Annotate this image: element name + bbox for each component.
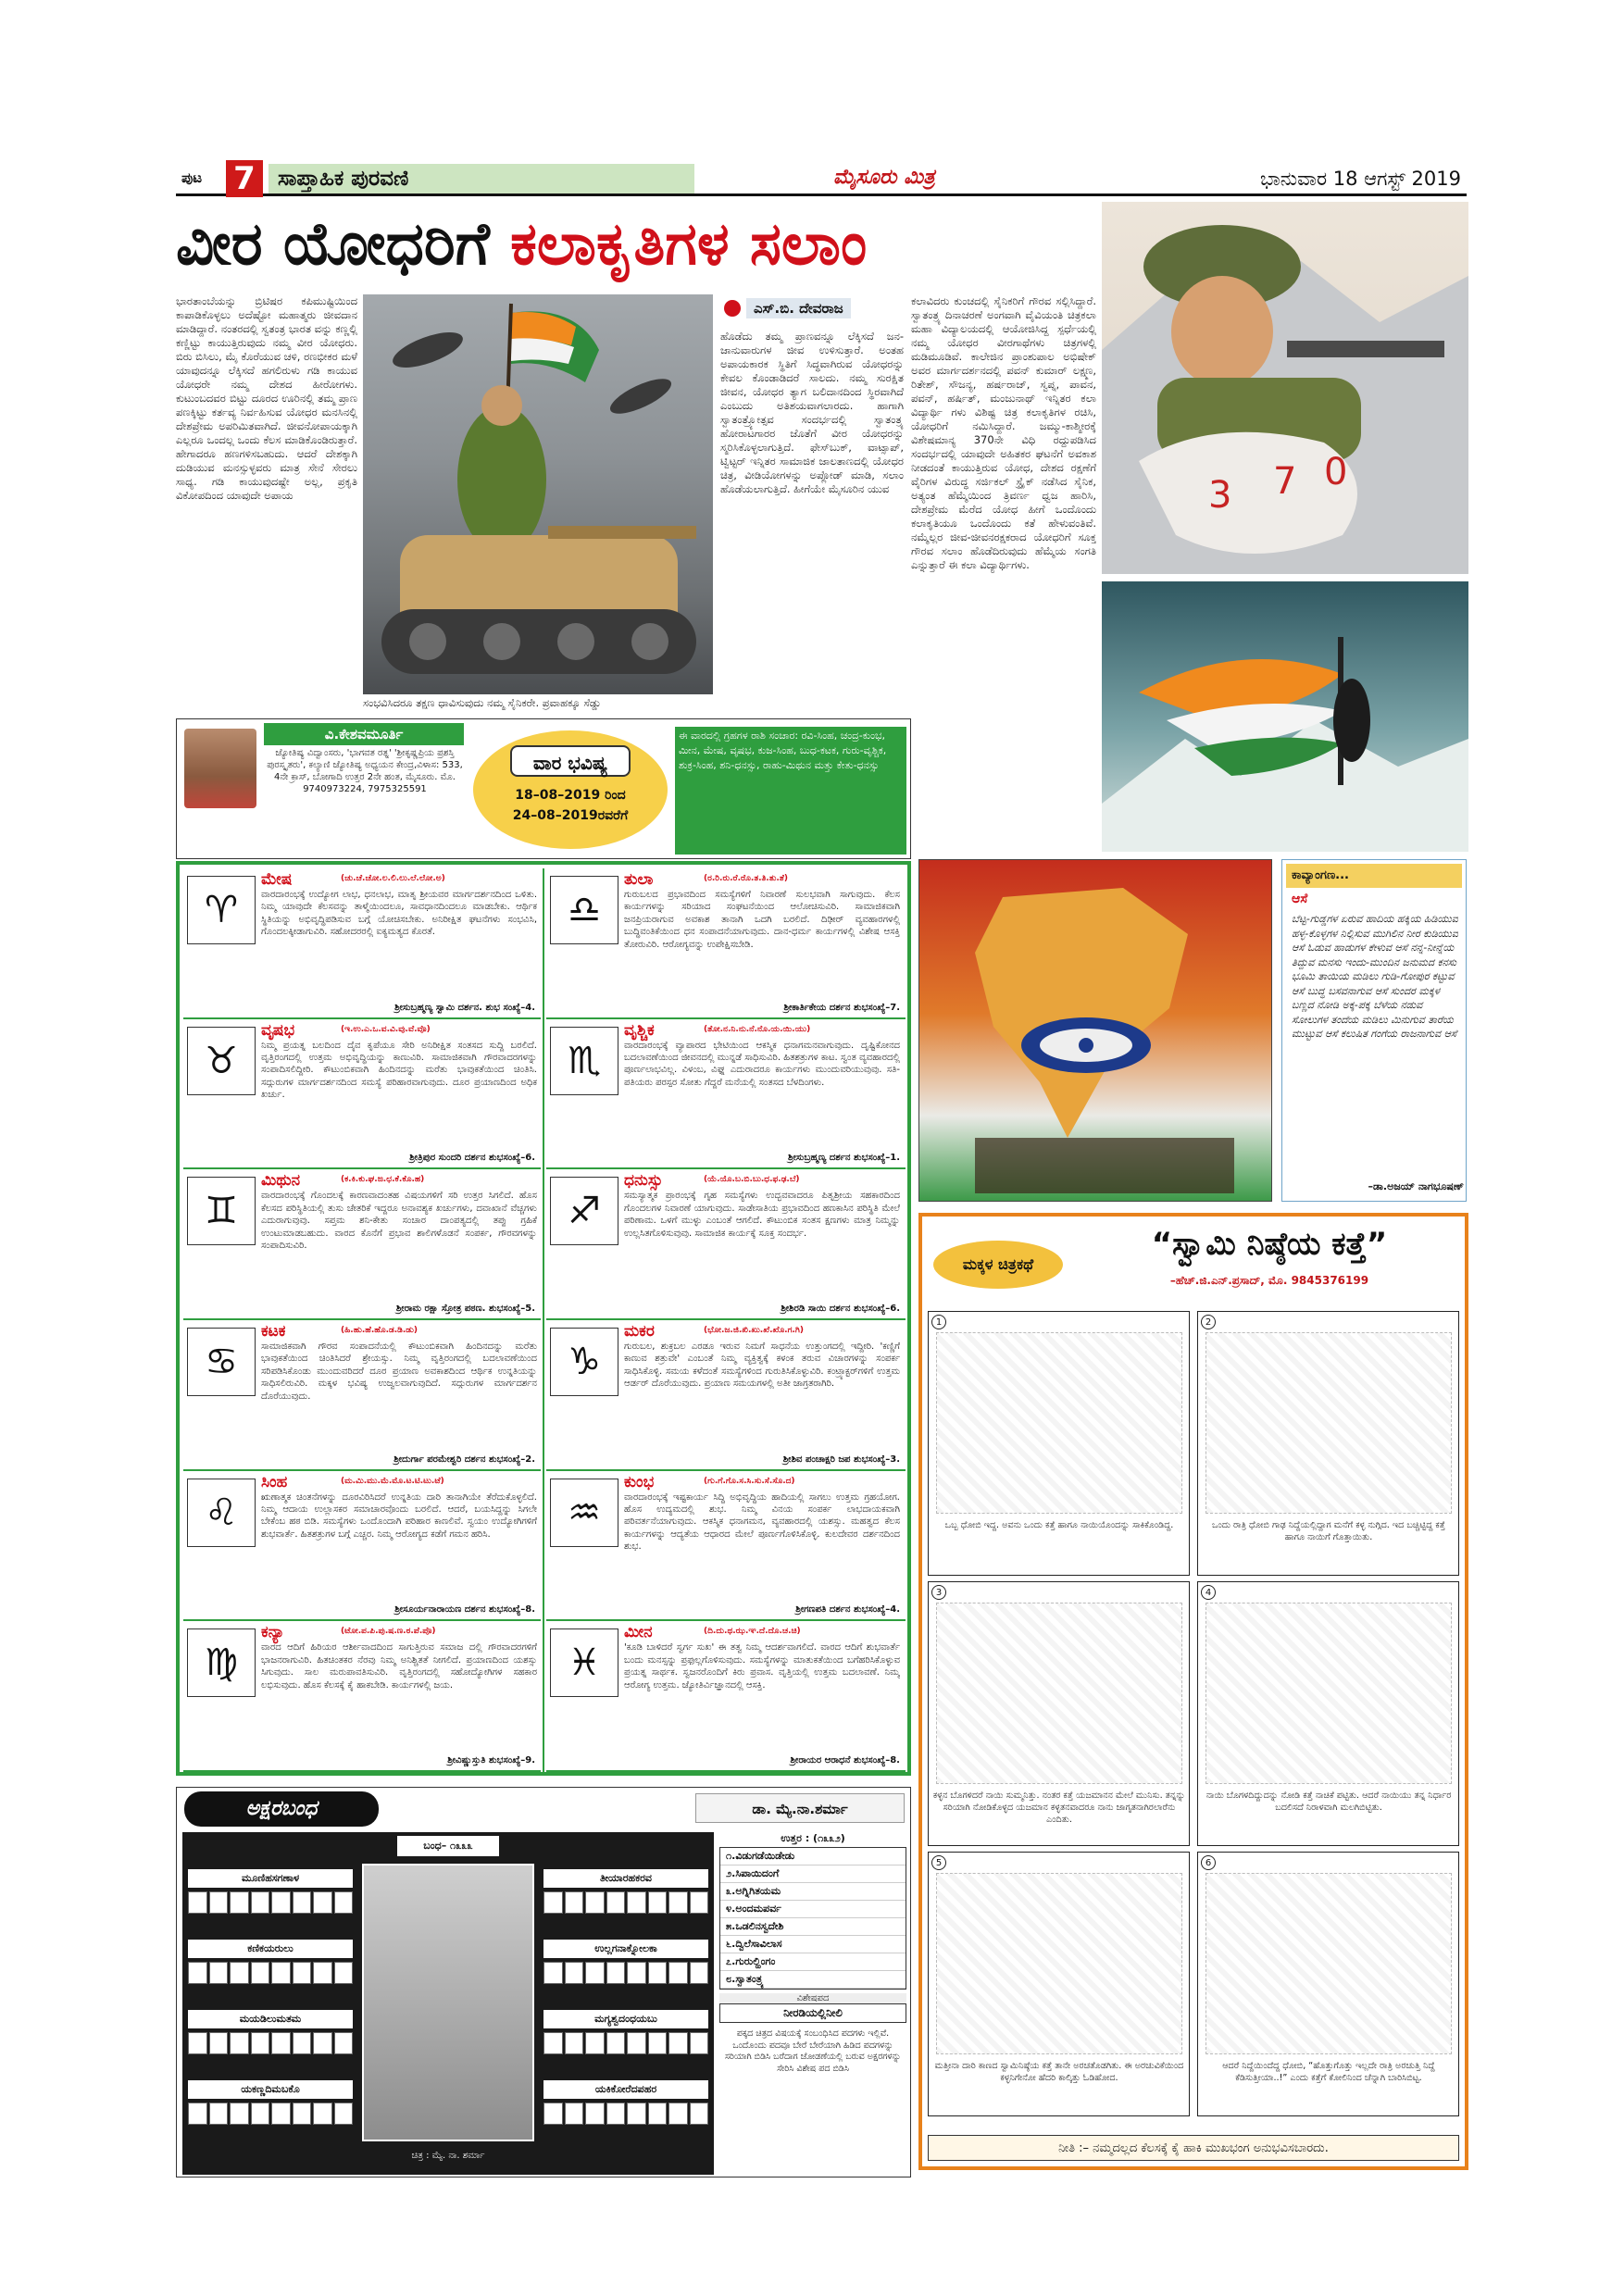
answer-cell[interactable]: [188, 1962, 207, 1984]
comic-panel: [1197, 1581, 1459, 1846]
poem-author: –ಡಾ.ಅಜಯ್ ನಾಗಭೂಷಣ್: [1368, 1180, 1464, 1192]
answer-cell[interactable]: [313, 2103, 332, 2125]
sign-letters: (ಕ.ಕಿ.ಕು.ಘ.ಙ.ಛ.ಕೆ.ಕೊ.ಹ): [341, 1175, 425, 1185]
answer-cell[interactable]: [209, 1962, 229, 1984]
puzzle-word-row: [188, 1940, 353, 1991]
answer-cell[interactable]: [209, 2032, 229, 2054]
soldier-painting: [1102, 202, 1468, 574]
answer-cell[interactable]: [648, 1891, 668, 1914]
answer-cell[interactable]: [251, 1962, 270, 1984]
comic-panel: [1197, 1852, 1459, 2116]
answers-title: ಉತ್ತರ : (೧೩೩೨): [781, 1832, 845, 1844]
special-answer: ನೀರಡಿಯಲ್ಲಿನೀಲಿ: [719, 2003, 906, 2023]
zodiac-sign-icon: ♐: [550, 1177, 618, 1245]
zodiac-sign-icon: ♑: [550, 1328, 618, 1396]
comic-panel: [928, 1311, 1190, 1576]
svg-text:7: 7: [1273, 460, 1297, 503]
puzzle-grid-panel: [182, 1832, 714, 2175]
puzzle-answers: [719, 1832, 906, 2173]
zodiac-sign-icon: ♎: [550, 876, 618, 944]
section-name: ಸಾಪ್ತಾಹಿಕ ಪುರವಣಿ: [269, 164, 694, 193]
sign-remedy: ಶ್ರೀರಾಯರ ಆರಾಧನೆ ಶುಭಸಂಖ್ಯೆ–8.: [790, 1754, 900, 1766]
comic-panel-number: 2: [1201, 1315, 1216, 1329]
answer-cell[interactable]: [668, 1962, 688, 1984]
planet-positions: ಈ ವಾರದಲ್ಲಿ ಗ್ರಹಗಳ ರಾಶಿ ಸಂಚಾರ: ರವಿ-ಸಿಂಹ, ಚಂದ್ರ-ಕುಂಭ, ಮೀನ, ಮೇಷ, ವೃಷಭ, ಕುಜ-ಸಿಂಹ, ಬುಧ-ಕಟಕ, ಗುರು-ವೃಶ್ಚಿಕ, ಶುಕ್ರ-ಸಿಂಹ, ಶನಿ-ಧನಸ್ಸು, ರಾಹು-ಮಿಥುನ ಮತ್ತು ಕೇತು-ಧನಸ್ಸು: [675, 727, 906, 855]
answer-cell[interactable]: [230, 2103, 249, 2125]
zodiac-sign-icon: ♊: [187, 1177, 256, 1245]
comic-panel-caption: ಮತ್ತೀನಾ ದಾರಿ ಕಾಣದ ಸ್ವಾಮಿನಿಷ್ಠೆಯ ಕತ್ತೆ ತಾನೇ ಅರಚತೊಡಗಿತು. ಈ ಅರಚುವಿಕೆಯಿಂದ ಕಳ್ಳನಿಗೇನೋ ಹೆದರಿ ಕಾಲ್ಕಿತ್ತು ಓಡಿಹೋದ.: [934, 2061, 1184, 2083]
answer-cell[interactable]: [690, 1891, 709, 1914]
answer-cell[interactable]: [668, 2103, 688, 2125]
comic-panel-drawing: [1206, 1603, 1452, 1784]
answer-cell[interactable]: [271, 1891, 291, 1914]
lead-headline: [176, 202, 1102, 287]
answer-cell[interactable]: [293, 1891, 312, 1914]
sign-letters: (ತೋ.ನ.ನಿ.ನು.ನೆ.ನೊ.ಯ.ಯಿ.ಯು): [704, 1024, 811, 1034]
answer-cell[interactable]: [690, 2103, 709, 2125]
answer-cell[interactable]: [334, 1891, 354, 1914]
answer-item: ೪.ಅಂದಮಪರ್ವ: [720, 1901, 906, 1918]
horoscope-period-from: 18–08–2019 ರಿಂದ: [515, 788, 626, 803]
comic-panel-caption: ಆದರೆ ನಿದ್ದೆಯಿಂದೆದ್ದ ಧೋಬಿ, “ಹೊತ್ತುಗೊತ್ತು ಇಲ್ಲದೇ ರಾತ್ರಿ ಅರಚುತ್ತಿ ನಿದ್ದೆ ಕೆಡಿಸುತ್ತೀಯಾ..!” ಎಂದು ಕತ್ತೆಗೆ ಕೋಲಿನಿಂದ ಚೆನ್ನಾಗಿ ಬಾರಿಸಿಬಿಟ್ಟ.: [1222, 2061, 1435, 2083]
answer-boxes[interactable]: [188, 2032, 353, 2054]
comic-panel-drawing: [1206, 1873, 1452, 2054]
lead-column-1: ಭಾರತಾಂಬೆಯನ್ನು ಬ್ರಿಟಿಷರ ಕಪಿಮುಷ್ಟಿಯಿಂದ ಕಾಪಾಡಿಕೊಳ್ಳಲು ಅದೆಷ್ಟೋ ಮಹಾತ್ಮರು ಜೀವದಾನ ಮಾಡಿದ್ದಾರೆ. ನಂತರದಲ್ಲಿ ಸ್ವತಂತ್ರ ಭಾರತ ವನ್ನು ಕಣ್ಣಲ್ಲಿ ಕಣ್ಣಿಟ್ಟು ಕಾಯುತ್ತಿರುವುದು ನಮ್ಮ ವೀರ ಯೋಧರು. ಬಿರು ಬಿಸಿಲು, ಮೈ ಕೊರೆಯುವ ಚಳಿ, ರಣಭೀಕರ ಮಳೆ ಯಾವುದನ್ನೂ ಲೆಕ್ಕಿಸದೆ ಹಗಲಿರುಳು ಗಡಿ ಕಾಯುವ ಯೋಧರೇ ನಮ್ಮ ದೇಶದ ಹೀರೋಗಳು. ಕುಟುಂಬದವರ ಬಿಟ್ಟು ದೂರದ ಊರಿನಲ್ಲಿ ತಮ್ಮ ಪ್ರಾಣ ಪಣಕ್ಕಿಟ್ಟು ಕರ್ತವ್ಯ ನಿರ್ವಹಿಸುವ ಯೋಧರ ಮನಸಿನಲ್ಲಿ ದೇಶಪ್ರೇಮ ಅಪರಿಮಿತವಾಗಿದೆ. ಜೀವನೋಪಾಯಕ್ಕಾಗಿ ಎಲ್ಲರೂ ಒಂದಲ್ಲ ಒಂದು ಕೆಲಸ ಮಾಡಿಕೊಂಡಿರುತ್ತಾರೆ. ಹೇಗಾದರೂ ಹಣಗಳಿಸಬಹುದು. ಆದರೆ ದೇಶಕ್ಕಾಗಿ ದುಡಿಯುವ ಮನಸ್ಸುಳ್ಳವರು ಮಾತ್ರ ಸೇನೆ ಸೇರಲು ಸಾಧ್ಯ. ಗಡಿ ಕಾಯುವುದಷ್ಟೇ ಅಲ್ಲ, ಪ್ರಕೃತಿ ವಿಕೋಪದಿಂದ ಯಾವುದೇ ಅಪಾಯ: [176, 294, 357, 502]
answer-cell[interactable]: [313, 1891, 332, 1914]
puzzle-instructions: ಪಕ್ಕದ ಚಿತ್ರದ ವಿಷಯಕ್ಕೆ ಸಂಬಂಧಿಸಿದ ಪದಗಳು ಇಲ್ಲಿವೆ. ಒಂದೊಂದು ಪದವೂ ಬೇರೆ ಬೇರೆಯಾಗಿ ಹಿಡಿದ ಪದಗಳನ್ನು ಸರಿಯಾಗಿ ಬಿಡಿಸಿ ಬರೆದಾಗ ಜೋಡಣೆಯಲ್ಲಿ ಬರುವ ಅಕ್ಷರಗಳನ್ನು ಸೇರಿಸಿ ವಿಶೇಷ ಪದ ಬಿಡಿಸಿ: [724, 2028, 902, 2074]
sign-prediction: ಗುರುಬಲದ ಪ್ರಭಾವದಿಂದ ಸಮಸ್ಯೆಗಳಿಗೆ ನಿವಾರಣೆ ಸುಲಭವಾಗಿ ಸಾಗುವುದು. ಕೆಲಸ ಕಾರ್ಯಗಳನ್ನು ಸರಿಯಾದ ಸಂಘಟನೆಯಿಂದ ಆಲೋಚಿಸುವಿರಿ. ಸಾಮಾಜಿಕವಾಗಿ ಜನಪ್ರಿಯರಾಗುವ ಅವಕಾಶ ತಾನಾಗಿ ಒದಗಿ ಬರಲಿದೆ. ದಿಢೀರ್ ವ್ಯವಹಾರಗಳಲ್ಲಿ ಬುದ್ಧಿವಂತಿಕೆಯಿಂದ ಧನ ಸಂಪಾದನೆಯಾಗುವುದು. ದಾನ-ಧರ್ಮ ಕಾರ್ಯಗಳಲ್ಲಿ ವಿಶೇಷ ಆಸಕ್ತಿ ತೋರುವಿರಿ. ಆರೋಗ್ಯವನ್ನು ಉಪೇಕ್ಷಿಸಬೇಡಿ.: [624, 890, 900, 950]
answer-item: ೮.ಸ್ವಾತಂತ್ರ್ಯ: [720, 1971, 906, 1989]
sign-name: ಕಟಕ: [261, 1322, 286, 1341]
astrologer-name: ವಿ.ಕೇಶವಮೂರ್ತಿ: [264, 723, 464, 745]
header-strip: [176, 160, 1467, 197]
puzzle-word-row: [543, 1869, 708, 1921]
answer-cell[interactable]: [313, 2032, 332, 2054]
sign-prediction: ವಾರದ ಆದಿಗೆ ಹಿರಿಯರ ಆರ್ಶೀವಾದದಿಂದ ಸಾಗುತ್ತಿರುವ ಸಮಾಜ ದಲ್ಲಿ ಗೌರವಾದರಗಳಿಗೆ ಭಾಜನರಾಗುವಿರಿ. ಹಿತಚಿಂತಕರ ನೆರವು ನಿಮ್ಮ ಅನಿಶ್ಚಿತತೆ ನೀಗಲಿದೆ. ಪ್ರಯಾಣದಿಂದ ಯಶಸ್ಸು ಸಿಗುವುದು. ಸಾಲ ಮರುಪಾವತಿಸುವಿರಿ. ವೃತ್ತಿರಂಗದಲ್ಲಿ ಸಹೋದ್ಯೋಗಿಗಳ ಸಹಕಾರ ಲಭಿಸುವುದು. ಹೊಸ ಕೆಲಸಕ್ಕೆ ಕೈ ಹಾಕಬೇಡಿ. ಕಾರ್ಯಗಳಲ್ಲಿ ಜಯ.: [261, 1642, 537, 1691]
horoscope-header: [176, 718, 911, 859]
sign-remedy: ಶ್ರೀವಿಷ್ಣುಸ್ತುತಿ ಶುಭಸಂಖ್ಯೆ–9.: [447, 1754, 535, 1766]
answer-cell[interactable]: [230, 1962, 249, 1984]
puzzle-word-row: [543, 1940, 708, 1991]
answer-cell[interactable]: [627, 2103, 646, 2125]
answer-cell[interactable]: [543, 2103, 563, 2125]
sign-remedy: ಶ್ರೀಸೂರ್ಯನಾರಾಯಣ ದರ್ಶನ ಶುಭಸಂಖ್ಯೆ–8.: [394, 1604, 535, 1616]
horoscope-title: ವಾರ ಭವಿಷ್ಯ: [510, 745, 631, 777]
poem-section-label: ಕಾವ್ಯಾಂಗಣ...: [1286, 864, 1462, 888]
poem-body: ಬೆಟ್ಟ-ಗುಡ್ಡಗಳ ಏರುವ ಹಾದಿಯ ಹಕ್ಕಿಯ ಹಿಡಿಯುವ ಹಳ್ಳ-ಕೊಳ್ಳಗಳ ನಿಲ್ಲಿಸುವ ಮುಗಿಲಿನ ನೀರ ಕುಡಿಯುವ ಆಸೆ ಓಡುವ ಹಾಡುಗಳ ಕೇಳುವ ಆಸೆ ನನ್ನ-ನೀನ್ನೆಯ ತಿದ್ದುವ ಮನಸು ಇಂದು-ಮುಂದಿನ ಜನುಮದ ಕನಸು ಭೂಮಿ ತಾಯಿಯ ಮಡಿಲು ಗುಡಿ-ಗೋಪುರ ಕಟ್ಟುವ ಆಸೆ ಬುದ್ಧ ಬಸವನಾಗುವ ಆಸೆ ಸುಂದರ ಮಕ್ಕಳ ಬಣ್ಣದ ನೋಡಿ ಅಕ್ಕ-ಪಕ್ಕ ಬೆಳೆಯ ನಡುವ ಸೋಲುಗಳ ತಂದೆಯ ಮಡಿಲು ಮಿನುಗುವ ತಾರೆಯ ಮುಟ್ಟುವ ಆಸೆ ಕಲುಷಿತ ಗಂಗೆಯ ರಾಜನಾಗುವ ಆಸೆ: [1292, 913, 1458, 1040]
puzzle-word: ಯಕಿಕೋರೆದಪಹರ: [543, 2080, 708, 2099]
horoscope-body: [176, 861, 911, 1776]
sign-letters: (ದಿ.ದು.ಥ.ಝ.ಞ.ದೆ.ದೊ.ಚ.ಚಿ): [704, 1627, 801, 1637]
comic-box: [918, 1213, 1468, 2170]
sign-block: [183, 868, 541, 1019]
answer-cell[interactable]: [648, 2103, 668, 2125]
answer-cell[interactable]: [251, 2103, 270, 2125]
comic-panel-drawing: [1206, 1332, 1452, 1514]
answer-cell[interactable]: [543, 1962, 563, 1984]
answer-cell[interactable]: [627, 1891, 646, 1914]
answer-cell[interactable]: [293, 2103, 312, 2125]
page-label: ಪುಟ: [181, 169, 203, 186]
answer-cell[interactable]: [543, 2032, 563, 2054]
answer-cell[interactable]: [606, 1962, 626, 1984]
sign-letters: (ಗು.ಗೆ.ಗೊ.ಸ.ಸಿ.ಸು.ಸೆ.ಸೊ.ದ): [704, 1476, 795, 1486]
comic-panel-number: 3: [931, 1585, 946, 1600]
headline-part-1: ವೀರ ಯೋಧರಿಗೆ: [176, 210, 490, 279]
answer-cell[interactable]: [188, 2103, 207, 2125]
sign-letters: (ಚು.ಚೆ.ಚೋ.ಲ.ಲಿ.ಲು.ಲೆ.ಲೋ.ಅ): [341, 874, 445, 883]
byline-name: ಎಸ್.ಬಿ. ದೇವರಾಜ: [746, 298, 851, 318]
comic-panel: [928, 1852, 1190, 2116]
sign-letters: (ಹಿ.ಹು.ಹೆ.ಹೊ.ಡ.ಡಿ.ಡು): [341, 1326, 418, 1335]
answer-cell[interactable]: [313, 1962, 332, 1984]
sign-letters: (ರ.ರಿ.ರು.ರೆ.ರೊ.ತ.ತಿ.ತು.ತೆ): [704, 874, 789, 883]
answer-cell[interactable]: [648, 2032, 668, 2054]
puzzle-word: ಮಗ್ಯಶ್ವದಂಧಯಬು: [543, 2010, 708, 2028]
pen-icon: [724, 300, 741, 317]
answer-cell[interactable]: [585, 2032, 605, 2054]
sign-prediction: ವಾರದಾರಂಭಕ್ಕೆ ಗೊಂದಲಕ್ಕೆ ಕಾರಣವಾದಂತಹ ವಿಷಯಗಳಿಗೆ ಸರಿ ಉತ್ತರ ಸಿಗಲಿದೆ. ಹೊಸ ಕೆಲಸದ ಪರಿಸ್ಥಿತಿಯಲ್ಲಿ ತುಸು ಚೇತರಿಕೆ ಇದ್ದರೂ ಅನಾವಶ್ಯಕ ಖರ್ಚುಗಳು, ದವಾಖಾನೆ ವೆಚ್ಚಗಳು ಎದುರಾಗುವುವು. ಸಪ್ತಮ ಶನಿ-ಕೇತು ಸಂಚಾರ ದಾಂಪತ್ಯದಲ್ಲಿ ತಪ್ಪು ಗ್ರಹಿಕೆ ಉಂಟುಮಾಡಬಹುದು. ವಾರದ ಕೊನೆಗೆ ಪ್ರಭಾವ ಶಾಲಿಗಳೊಡನೆ ಸಂಪರ್ಕ, ಗೌರವಗಳನ್ನು ಸಂಪಾದಿಸುವಿರಿ.: [261, 1191, 537, 1251]
sign-letters: (ಯೆ.ಯೊ.ಬ.ಬಿ.ಬು.ಧ.ಫ.ಢ.ಬೆ): [704, 1175, 800, 1185]
sign-block: [183, 1621, 541, 1772]
tank-painting: [363, 294, 713, 694]
horoscope-period-to: 24–08–2019ರವರೆಗೆ: [512, 808, 629, 823]
svg-text:3: 3: [1208, 474, 1232, 517]
answer-cell[interactable]: [606, 2032, 626, 2054]
astrologer-photo: [184, 729, 256, 808]
zodiac-sign-icon: ♍: [187, 1628, 256, 1697]
sign-block: [183, 1471, 541, 1622]
sign-block: [546, 1320, 906, 1471]
comic-tag: ಮಕ್ಕಳ ಚಿತ್ರಕಥೆ: [933, 1241, 1063, 1289]
comic-panel-number: 1: [931, 1315, 946, 1329]
answer-cell[interactable]: [606, 1891, 626, 1914]
poem-box: [1281, 859, 1467, 1202]
map-painting: [918, 859, 1272, 1202]
puzzle-word: ಮಯಡಿಲುಮತಮ: [188, 2010, 353, 2028]
puzzle-word-row: [188, 2010, 353, 2062]
answer-item: ೫.ಒಡಲಿನಸ್ವದೇಶಿ: [720, 1918, 906, 1936]
answer-cell[interactable]: [334, 2032, 354, 2054]
sign-letters: (ಟೋ.ಪ.ಪಿ.ಪು.ಷ.ಣ.ಠ.ಪೆ.ಪೊ): [341, 1627, 436, 1637]
comic-author: –ಹೆಚ್.ಜಿ.ಎನ್.ಪ್ರಸಾದ್, ಮೊ. 9845376199: [1169, 1274, 1369, 1287]
sign-block: [546, 1019, 906, 1170]
answer-cell[interactable]: [230, 2032, 249, 2054]
puzzle-author: ಡಾ. ಮ್ಯೆ.ನಾ.ಶರ್ಮಾ: [695, 1793, 905, 1823]
comic-panel-number: 5: [931, 1855, 946, 1870]
answer-cell[interactable]: [251, 2032, 270, 2054]
answer-cell[interactable]: [565, 2032, 584, 2054]
flag-mountain-art: [1102, 581, 1468, 852]
answer-cell[interactable]: [648, 1962, 668, 1984]
answer-boxes[interactable]: [543, 1962, 708, 1984]
sign-remedy: ಶ್ರೀಶಿರಡಿ ಸಾಯಿ ದರ್ಶನ ಶುಭಸಂಖ್ಯೆ–6.: [781, 1303, 900, 1314]
comic-panel: [1197, 1311, 1459, 1576]
answer-cell[interactable]: [188, 2032, 207, 2054]
zodiac-sign-icon: ♈: [187, 876, 256, 944]
map-painting-art: [919, 860, 1272, 1202]
zodiac-sign-icon: ♒: [550, 1479, 618, 1547]
comic-panel-drawing: [936, 1332, 1182, 1514]
sign-name: ಮೀನ: [624, 1623, 653, 1642]
sign-prediction: ಗುರುಬಲ, ಶುಕ್ರಬಲ ಎರಡೂ ಇರುವ ನಿಮಗೆ ಸಾಧನೆಯ ಉತ್ತುಂಗದಲ್ಲಿ ಇದ್ದೀರಿ. 'ಕಣ್ಣಿಗೆ ಕಾಣುವ ಶತ್ರುವೇ' ಎಂಬಂತೆ ನಿಮ್ಮ ವ್ಯಕ್ತಿತ್ವಕ್ಕೆ ಕಳಂಕ ತರುವ ವಿಚಾರಗಳನ್ನು ಸಂಪರ್ಕ ಸಾಧಿಸಿಕೊಳ್ಳಿ. ಸಮಯ ಕಳೆದಂತೆ ಸಮಸ್ಯೆಗಳಿಂದ ಗುರುತಿಸಿಕೊಳ್ಳುವಿರಿ. ಕಂಟ್ರ್ಯಾಕ್ಟರ್‌ಗಳಿಗೆ ಉತ್ತಮ ಆರ್ಡರ್ ದೊರೆಯುವುದು. ಪ್ರಯಾಣ ಸಮಯಗಳಲ್ಲಿ ಅತೀ ಜಾಗ್ರತರಾಗಿರಿ.: [624, 1341, 900, 1390]
answer-cell[interactable]: [293, 1962, 312, 1984]
answer-cell[interactable]: [585, 2103, 605, 2125]
sign-remedy: ಶ್ರೀಸುಬ್ರಹ್ಮಣ್ಯ ದರ್ಶನ ಶುಭಸಂಖ್ಯೆ–1.: [788, 1153, 900, 1164]
sign-remedy: ಶ್ರೀಸುಬ್ರಹ್ಮಣ್ಯ ಸ್ವಾಮಿ ದರ್ಶನ. ಶುಭ ಸಂಖ್ಯೆ–4.: [394, 1002, 535, 1013]
puzzle-word-row: [188, 1869, 353, 1921]
comic-grid: [928, 1311, 1459, 2126]
answer-boxes[interactable]: [543, 2032, 708, 2054]
lead-column-4: ಕಲಾವಿದರು ಕುಂಚದಲ್ಲಿ ಸೈನಿಕರಿಗೆ ಗೌರವ ಸಲ್ಲಿಸಿದ್ದಾರೆ. ಸ್ವಾತಂತ್ರ್ಯ ದಿನಾಚರಣೆ ಅಂಗವಾಗಿ ವೈವಿಯಂತಿ ಚಿತ್ರಕಲಾ ಮಹಾ ವಿದ್ಯಾಲಯದಲ್ಲಿ ಆಯೋಜಿಸಿದ್ದ ಸ್ಪರ್ಧೆಯಲ್ಲಿ ನಮ್ಮ ಯೋಧರ ವೀರಗಾಥೆಗಳು ಚಿತ್ರಗಳಲ್ಲಿ ಮಡಿಮೂಡಿವೆ. ಕಾಲೇಜಿನ ಪ್ರಾಂಶುಪಾಲ ಅಭಿಷೇಕ್ ಅವರ ಮಾರ್ಗದರ್ಶನದಲ್ಲಿ ಪವನ್ ಕುಮಾರ್ ಲಕ್ಷ್ಮಣ, ರಿತೇಶ್, ಸೌಜನ್ಯ, ಹರ್ಷರಾಜ್, ಸ್ವಪ್ನ, ಪಾವನ, ಪವನ್, ಹರ್ಷಿತ್, ಮಂಜುನಾಥ್ ಇನ್ನಿತರ ಕಲಾ ವಿದ್ಯಾರ್ಥಿ ಗಳು ವಿಶಿಷ್ಟ ಚಿತ್ರ ಕಲಾಕೃತಿಗಳ ರಚಿಸಿ, ಯೋಧರಿಗೆ ನಮಿಸಿದ್ದಾರೆ. ಜಮ್ಮು-ಕಾಶ್ಮೀರಕ್ಕೆ ವಿಶೇಷಮಾನ್ಯ 370ನೇ ವಿಧಿ ರದ್ದುಪಡಿಸಿದ ಸಂದರ್ಭದಲ್ಲಿ ಯಾವುದೇ ಅಹಿತಕರ ಘಟನೆಗೆ ಅವಕಾಶ ನೀಡದಂತೆ ಕಾಯುತ್ತಿರುವ ಯೋಧ, ದೇಶದ ರಕ್ಷಣೆಗೆ ವೈರಿಗಳ ವಿರುದ್ಧ ಸರ್ಜಿಕಲ್ ಸ್ಟ್ರೈಕ್ ನಡೆಸಿದ ಸೈನಿಕ, ಅತ್ಯಂತ ಹೆಮ್ಮೆಯಿಂದ ತ್ರಿವರ್ಣ ಧ್ವಜ ಹಾರಿಸಿ, ದೇಶಪ್ರೇಮ ಮೆರೆದ ಯೋಧ ಹೀಗೆ ಒಂದೊಂದು ಕಲಾಕೃತಿಯೂ ಒಂದೊಂದು ಕತೆ ಹೇಳುವಂತಿವೆ. ನಮ್ಮೆಲ್ಲರ ಜೀವ-ಜೀವನರಕ್ಷಕರಾದ ಯೋಧರಿಗೆ ಸೂಕ್ತ ಗೌರವ ಸಲಾಂ ಹೊಡೆದಿರುವುದು ಹೆಮ್ಮೆಯ ಸಂಗತಿ ಎನ್ನುತ್ತಾರೆ ಈ ಕಲಾ ವಿದ್ಯಾರ್ಥಿಗಳು.: [911, 294, 1096, 571]
sign-block: [546, 1471, 906, 1622]
sign-letters: (ಇ.ಉ.ಎ.ಒ.ವ.ವಿ.ವು.ವೆ.ವೊ): [341, 1024, 431, 1034]
answer-cell[interactable]: [543, 1891, 563, 1914]
masthead: ಮೈಸೂರು ಮಿತ್ರ: [833, 166, 935, 189]
answer-cell[interactable]: [293, 2032, 312, 2054]
issue-date: ಭಾನುವಾರ 18 ಆಗಸ್ಟ್ 2019: [1260, 168, 1461, 190]
sign-prediction: ಸಾಮಾಜಿಕವಾಗಿ ಗೌರವ ಸಂಪಾದನೆಯಲ್ಲಿ ಕೌಟುಂಬಿಕವಾಗಿ ಹಿಂದಿನದನ್ನು ಮರೆತು ಭಾವುಕತೆಯಿಂದ ಚಿಂತಿಸಿದರೆ ಶ್ರೇಯಸ್ಸು. ನಿಮ್ಮ ವೃತ್ತಿರಂಗದಲ್ಲಿ ಬದಲಾವಣೆಯಿಂದ ಸರಿಪಡಿಸಿಕೊಂಡು ಮುಂದುವರಿದರೆ ದೂರ ಪ್ರಯಾಣ ಅವಕಾಶದಿಂದ ಆರ್ಥಿಕ ಉನ್ನತಿಯನ್ನು ಸಾಧಿಸಲಿರುವಿರಿ. ಮಕ್ಕಳ ಭವಿಷ್ಯ ಉಜ್ವಲವಾಗುವುದಿದೆ. ಸದ್ಗುರುಗಳ ಮಾರ್ಗದರ್ಶನ ದೊರೆಯುವುದು.: [261, 1341, 537, 1402]
sign-remedy: ಶ್ರೀಕಾರ್ತಿಕೇಯ ದರ್ಶನ ಶುಭಸಂಖ್ಯೆ–7.: [783, 1002, 900, 1013]
answer-item: ೧.ವಿಡುಗಡೆಯಿಡೇಡು: [720, 1848, 906, 1866]
puzzle-right-words: [543, 1869, 708, 2147]
answer-cell[interactable]: [627, 2032, 646, 2054]
puzzle-word-row: [543, 2010, 708, 2062]
sign-prediction: ವಾರದಾರಂಭಕ್ಕೆ ಉದ್ಯೋಗ ಲಾಭ, ಧನಲಾಭ, ಮಾತೃ ಶ್ರೀಯವರ ಮಾರ್ಗದರ್ಶನದಿಂದ ಒಳಿತು. ನಿಮ್ಮ ಯಾವುದೇ ಕೆಲಸವನ್ನು ತಾಳ್ಮೆಯಿಂದಲೂ, ಸಾವಧಾನದಿಂದಲೂ ಮಾಡಬೇಕು. ಆರ್ಥಿಕ ಸ್ಥಿತಿಯನ್ನು ಅಭಿವೃದ್ಧಿಪಡಿಸುವ ಬಗ್ಗೆ ಯೋಚಿಸಬೇಕು. ಅನಿರೀಕ್ಷಿತ ಘಟನೆಗಳು ಸಂಭವಿಸಿ, ಗೊಂದಲಕ್ಕೀಡಾಗುವಿರಿ. ಸಹೋದರರಲ್ಲಿ ಐಕ್ಯಮತ್ಯದ ಕೊರತೆ.: [261, 890, 537, 938]
answer-cell[interactable]: [585, 1891, 605, 1914]
puzzle-center-art: [362, 1864, 534, 2141]
sign-prediction: ನಿಮ್ಮ ಪ್ರಯತ್ನ ಬಲದಿಂದ ದೈವ ಕೃಪೆಯೂ ಸೇರಿ ಅನಿರೀಕ್ಷಿತ ಸಂತಸದ ಸುದ್ದಿ ಬರಲಿದೆ. ವೃತ್ತಿರಂಗದಲ್ಲಿ ಉತ್ತಮ ಅಭಿವೃದ್ಧಿಯನ್ನು ಕಾಣುವಿರಿ. ಸಾಮಾಜಿಕವಾಗಿ ಗೌರವಾದರಗಳನ್ನು ಸಂಪಾದಿಸಲಿದ್ದೀರಿ. ಕೌಟುಂಬಿಕವಾಗಿ ಹಿಂದಿನದನ್ನು ಮರೆತು ಭಾವುಕತೆಯಿಂದ ಚಿಂತಿಸಿ. ಸದ್ಗುರುಗಳ ಮಾರ್ಗದರ್ಶನದಿಂದ ಸಮಸ್ಯೆ ಪರಿಹಾರವಾಗುವುದು. ದೂರ ಪ್ರಯಾಣದಿಂದ ಅಧಿಕ ಖರ್ಚು.: [261, 1040, 537, 1101]
puzzle-word: ಮೂಣಿಹಸಗಣಾಳ: [188, 1869, 353, 1888]
answer-cell[interactable]: [271, 2103, 291, 2125]
sign-remedy: ಶ್ರೀದುರ್ಗಾ ಪರಮೇಶ್ವರಿ ದರ್ಶನ ಶುಭಸಂಖ್ಯೆ–2.: [394, 1454, 535, 1465]
puzzle-word: ತೀಯಾರಹಕರವ: [543, 1869, 708, 1888]
puzzle-word-row: [188, 2080, 353, 2132]
answer-item: ೨.ಸಿಪಾಯಿದಂಗೆ: [720, 1866, 906, 1883]
soldier-painting-art: [1102, 202, 1468, 574]
comic-panel-drawing: [936, 1603, 1182, 1784]
answer-cell[interactable]: [585, 1962, 605, 1984]
sign-prediction: ಋಣಾತ್ಮಕ ಚಿಂತನೆಗಳನ್ನು ದೂರವಿರಿಸಿದರೆ ಉನ್ನತಿಯ ದಾರಿ ತಾನಾಗಿಯೇ ತೆರೆದುಕೊಳ್ಳಲಿದೆ. ನಿಮ್ಮ ಆದಾಯ ಉಲ್ಲಾಸಕರ ಸಮಾಚಾರವೊಂದು ಬರಲಿದೆ. ಆದರೆ, ಬಯಸಿದ್ದನ್ನು ಸಿಗಲೇ ಬೇಕೆಂಬ ಹಠ ಬಿಡಿ. ಸಮಸ್ಯೆಗಳು ಒಂದೊಂದಾಗಿ ಪರಿಹಾರ ಕಾಣಲಿವೆ. ಸ್ವಯಂ ಉದ್ಯೋಗಿಗಳಿಗೆ ಶುಭವಾರ್ತೆ. ಹಿತಶತ್ರುಗಳ ಬಗ್ಗೆ ಎಚ್ಚರ. ನಿಮ್ಮ ಆರೋಗ್ಯದ ಕಡೆಗೆ ಗಮನ ಹರಿಸಿ.: [261, 1491, 537, 1540]
answer-cell[interactable]: [334, 1962, 354, 1984]
answer-boxes[interactable]: [188, 1962, 353, 1984]
sign-name: ಕನ್ಯಾ: [261, 1623, 285, 1642]
horoscope-right-column: [546, 868, 906, 1772]
comic-panel-caption: ನಾಯಿ ಬೊಗಳದಿದ್ದುದನ್ನು ನೋಡಿ ಕತ್ತೆ ನಾಚಿಕೆ ಪಟ್ಟಿತು. ಆದರೆ ನಾಯಿಯು ತನ್ನ ನಿರ್ಧಾರ ಬದಲಿಸದೆ ನಿರಾಳವಾಗಿ ಮಲಗಿಬಿಟ್ಟಿತು.: [1206, 1791, 1452, 1813]
poem-title: ಆಸೆ: [1292, 892, 1308, 906]
sign-name: ತುಲಾ: [624, 870, 654, 889]
answer-cell[interactable]: [334, 2103, 354, 2125]
horoscope-banner: [473, 730, 668, 849]
headline-part-2: ಕಲಾಕೃತಿಗಳ ಸಲಾಂ: [510, 210, 868, 279]
zodiac-sign-icon: ♏: [550, 1027, 618, 1095]
sign-name: ಮಕರ: [624, 1322, 655, 1341]
sign-name: ವೃಶ್ಚಿಕ: [624, 1020, 655, 1040]
sign-name: ಕುಂಭ: [624, 1472, 655, 1491]
lead-column-3: ಹೊಡೆದು ತಮ್ಮ ಪ್ರಾಣವನ್ನೂ ಲೆಕ್ಕಿಸದೆ ಜನ-ಜಾನುವಾರುಗಳ ಜೀವ ಉಳಿಸುತ್ತಾರೆ. ಅಂತಹ ಅಪಾಯಕಾರಕ ಸ್ಥಿತಿಗೆ ಸಿದ್ಧವಾಗಿರುವ ಯೋಧರನ್ನು ಕೇವಲ ಕೊಂಡಾಡಿದರೆ ಸಾಲದು. ನಮ್ಮ ಸುರಕ್ಷಿತ ಜೀವನ, ಯೋಧರ ತ್ಯಾಗ ಬಲಿದಾನದಿಂದ ಸ್ಥಿರವಾಗಿದೆ ಎಂಬುದು ಅತಿಶಯವಾಗಲಾರದು. ಹಾಗಾಗಿ ಸ್ವಾತಂತ್ರ್ಯೋತ್ಸವ ಸಂದರ್ಭದಲ್ಲಿ ಸ್ವಾತಂತ್ರ್ಯ ಹೋರಾಟಗಾರರ ಜೊತೆಗೆ ವೀರ ಯೋಧರನ್ನು ಸ್ಮರಿಸಿಕೊಳ್ಳಲಾಗುತ್ತಿದೆ. ಫೇಸ್‌ಬುಕ್, ವಾಟ್ಸಾಪ್, ಟ್ವಿಟ್ಟರ್ ಇನ್ನಿತರ ಸಾಮಾಜಿಕ ಜಾಲತಾಣದಲ್ಲಿ ಯೋಧರ ಚಿತ್ರ, ವೀಡಿಯೋಗಳನ್ನು ಅಪ್ಲೋಡ್ ಮಾಡಿ, ಸಲಾಂ ಹೊಡೆಯಲಾಗುತ್ತಿದೆ. ಹೀಗೆಯೇ ಮೈಸೂರಿನ ಯುವ: [720, 330, 904, 495]
answer-item: ೩.ಅಗ್ನಿಗಿತಯಮ: [720, 1883, 906, 1901]
sign-prediction: ವಾರದಾರಂಭಕ್ಕೆ ಇಷ್ಟಕಾರ್ಯ ಸಿದ್ಧಿ ಅಭಿವೃದ್ಧಿಯ ಹಾದಿಯಲ್ಲಿ ಸಾಗಲು ಉತ್ತಮ ಗ್ರಹಯೋಗ. ಹೊಸ ಉದ್ಯಮದಲ್ಲಿ ಶುಭ. ನಿಮ್ಮ ವಿನಯ ಸಂಪರ್ಕ ಲಾಭದಾಯಕವಾಗಿ ಪರಿವರ್ತನೆಯಾಗುವುದು. ಆಕಸ್ಮಿಕ ಧನಾಗಮನ, ವ್ಯವಹಾರದಲ್ಲಿ ಯಶಸ್ಸು. ಮಹತ್ವದ ಕೆಲಸ ಕಾರ್ಯಗಳನ್ನು ಆದ್ಯತೆಯ ಆಧಾರದ ಮೇಲೆ ಪೂರ್ಣಗೊಳಿಸಿಕೊಳ್ಳಿ. ಕುಲದೇವರ ದರ್ಶನದಿಂದ ಶುಭ.: [624, 1491, 900, 1553]
sign-name: ಧನುಸ್ಸು: [624, 1171, 663, 1191]
puzzle-word: ಕಣಿಕಯರುಲು: [188, 1940, 353, 1958]
sign-block: [546, 1169, 906, 1320]
puzzle-credit: ಚಿತ್ರ : ಮ್ಯೆ. ನಾ. ಶರ್ಮಾ: [411, 2151, 485, 2161]
sign-letters: (ಮ.ಮಿ.ಮು.ಮೆ.ಮೊ.ಟ.ಟಿ.ಟು.ಟೆ): [341, 1476, 444, 1486]
zodiac-sign-icon: ♋: [187, 1328, 256, 1396]
sign-remedy: ಶ್ರೀಗಣಪತಿ ದರ್ಶನ ಶುಭಸಂಖ್ಯೆ–4.: [795, 1604, 900, 1616]
answer-boxes[interactable]: [543, 1891, 708, 1914]
comic-panel-caption: ಒಬ್ಬ ಧೋಬಿ ಇದ್ದ. ಅವನು ಒಂದು ಕತ್ತೆ ಹಾಗೂ ನಾಯಿಯೊಂದನ್ನು ಸಾಕಿಕೊಂಡಿದ್ದ.: [944, 1520, 1174, 1530]
answer-item: ೭.ಗುರುಲ್ಹಿಂಗಂ: [720, 1953, 906, 1971]
comic-panel-caption: ಒಂದು ರಾತ್ರಿ ಧೋಬಿ ಗಾಢ ನಿದ್ದೆಯಲ್ಲಿದ್ದಾಗ ಮನೆಗೆ ಕಳ್ಳ ನುಗ್ಗಿದ. ಇದ ಬಚ್ಚಿಟ್ಟಿದ್ದ ಕತ್ತೆ ಹಾಗೂ ನಾಯಿಗೆ ಗೊತ್ತಾಯಿತು.: [1212, 1520, 1445, 1542]
answers-list: [719, 1847, 906, 1990]
answer-cell[interactable]: [271, 2032, 291, 2054]
sign-block: [183, 1320, 541, 1471]
sign-letters: (ಭೋ.ಜ.ಜಿ.ಖಿ.ಖು.ಖೆ.ಖೊ.ಗ.ಗಿ): [704, 1326, 804, 1335]
answer-cell[interactable]: [251, 1891, 270, 1914]
answer-cell[interactable]: [668, 2032, 688, 2054]
answer-cell[interactable]: [230, 1891, 249, 1914]
comic-panel-number: 4: [1201, 1585, 1216, 1600]
answer-item: ೬.ದ್ವಿಲೆಸಾವಿಲಾಸ: [720, 1936, 906, 1953]
comic-panel-number: 6: [1201, 1855, 1216, 1870]
puzzle-word: ಯಕಣ್ಣದಿಮಬಕೊ: [188, 2080, 353, 2099]
answer-boxes[interactable]: [543, 2103, 708, 2125]
answer-cell[interactable]: [690, 1962, 709, 1984]
comic-moral: ನೀತಿ :– ನಮ್ಮದಲ್ಲದ ಕೆಲಸಕ್ಕೆ ಕೈ ಹಾಕಿ ಮುಖಭಂಗ ಅನುಭವಿಸಬಾರದು.: [928, 2135, 1459, 2161]
sign-name: ವೃಷಭ: [261, 1020, 295, 1040]
sign-block: [546, 1621, 906, 1772]
horoscope-divider: [543, 868, 544, 1772]
sign-block: [183, 1019, 541, 1170]
special-label: ವಿಶೇಷಪದ: [719, 1993, 906, 2003]
sign-remedy: ಶ್ರೀರಾಮ ರಕ್ಷಾ ಸ್ತೋತ್ರ ಪಠಣ. ಶುಭಸಂಖ್ಯೆ–5.: [395, 1303, 535, 1314]
puzzle-set-label: ಬಂಧ– ೧೩೩೩: [397, 1836, 499, 1856]
answer-cell[interactable]: [606, 2103, 626, 2125]
sign-prediction: ಸಮಸ್ಯಾತ್ಮಕ ಪ್ರಾರಂಭಕ್ಕೆ ಗೃಹ ಸಮಸ್ಯೆಗಳು ಉದ್ಭವವಾದರೂ ಪಿತೃಶ್ರೀಯ ಸಹಕಾರದಿಂದ ಗೊಂದಲಗಳ ನಿವಾರಣೆ ಯಾಗುವುದು. ಸಾಡೇಸಾತಿಯ ಪ್ರಭಾವದಿಂದ ಹಣಕಾಸಿನ ಪರಿಸ್ಥಿತಿ ಮೇಲೆ ಪರಿಣಾಮ. ಒಳಗೆ ಮುಳ್ಳು ಎಂಬಂತೆ ಆಗಲಿದೆ. ಕೌಟುಂಬಿಕ ಸಂತಸ ಕ್ಷಣಗಳು ಮಾತ್ರ ನಿಮ್ಮನ್ನು ಉಲ್ಲಸಿತಗೊಳಿಸುವುವು. ಸಾಮಾಜಿಕ ಕಾರ್ಯಕ್ಕೆ ಸೂಕ್ತ ಸಂದರ್ಭ.: [624, 1191, 900, 1239]
comic-panel: [928, 1581, 1190, 1846]
answer-cell[interactable]: [668, 1891, 688, 1914]
sign-remedy: ಶ್ರೀತ್ರಿಪುರ ಸುಂದರಿ ದರ್ಶನ ಶುಭಸಂಖ್ಯೆ–6.: [409, 1153, 535, 1164]
byline: [724, 298, 900, 322]
astrologer-details: ಜ್ಯೋತಿಷ್ಯ ವಿದ್ವಾಂಸರು, 'ಭಾಗವತ ರತ್ನ' 'ಶ್ರೀಕೃಷ್ಣಪ್ರಿಯ ಪ್ರಶಸ್ತಿ ಪುರಸ್ಕೃತರು', ಕಲ್ಯಾಣಿ ಜ್ಯೋತಿಷ್ಯ ಅಧ್ಯಯನ ಕೇಂದ್ರ,ವಿಳಾಸ: 533, 4ನೇ ಕ್ರಾಸ್, ಬೋಗಾದಿ ಉತ್ತರ 2ನೇ ಹಂತ, ಮೈಸೂರು. ಮೊ. 9740973224, 7975325591: [267, 748, 463, 794]
sign-remedy: ಶ್ರೀಶಿವ ಪಂಚಾಕ್ಷರಿ ಜಪ ಶುಭಸಂಖ್ಯೆ–3.: [782, 1454, 900, 1465]
answer-cell[interactable]: [565, 1891, 584, 1914]
horoscope-left-column: [183, 868, 541, 1772]
zodiac-sign-icon: ♓: [550, 1628, 618, 1697]
answer-cell[interactable]: [627, 1962, 646, 1984]
answer-cell[interactable]: [565, 1962, 584, 1984]
sign-name: ಸಿಂಹ: [261, 1472, 288, 1491]
puzzle-logo: ಅಕ್ಷರಬಂಧ: [184, 1791, 379, 1827]
tank-painting-caption: ಸಂಭವಿಸಿದರೂ ತಕ್ಷಣ ಧಾವಿಸುವುದು ನಮ್ಮ ಸೈನಿಕರೇ. ಪ್ರವಾಹಕ್ಕೂ ಸೆಡ್ಡು: [363, 696, 602, 709]
sign-block: [546, 868, 906, 1019]
page-number: 7: [226, 160, 263, 197]
answer-boxes[interactable]: [188, 1891, 353, 1914]
answer-cell[interactable]: [209, 2103, 229, 2125]
answer-cell[interactable]: [188, 1891, 207, 1914]
comic-panel-caption: ಕಳ್ಳನ ಬೊಗಳಿದರೆ ನಾಯಿ ಸುಮ್ಮನಿತ್ತು. ನಂತರ ಕತ್ತೆ ಯಜಮಾನನ ಮೇಲೆ ಮುನಿಸು. ತನ್ನನ್ನು ಸರಿಯಾಗಿ ನೋಡಿಕೊಳ್ಳದ ಯಜಮಾನ ಕಳ್ಳತನವಾದರೂ ನಾನು ಜಾಗೃತನಾಗಿರಲಾರೆನು ಎಂದಿತು.: [932, 1791, 1186, 1825]
sign-name: ಮೇಷ: [261, 870, 293, 889]
sign-block: [183, 1169, 541, 1320]
zodiac-sign-icon: ♌: [187, 1479, 256, 1547]
puzzle-word: ಉಲ್ಲಗನಾಕ್ನೋಲಕಾ: [543, 1940, 708, 1958]
comic-title: “ಸ್ವಾಮಿ ನಿಷ್ಠೆಯ ಕತ್ತೆ”: [1151, 1226, 1388, 1263]
tank-painting-art: [363, 294, 713, 694]
answer-boxes[interactable]: [188, 2103, 353, 2125]
sign-name: ಮಿಥುನ: [261, 1171, 301, 1191]
sign-prediction: ವಾರದಾರಂಭಕ್ಕೆ ವ್ಯಾಪಾರದ ಭೇಟಿಯಿಂದ ಆಕಸ್ಮಿಕ ಧನಾಗಮನವಾಗುವುದು. ದೃಷ್ಟಿಕೋನದ ಬದಲಾವಣೆಯಿಂದ ಜೀವನದಲ್ಲಿ ಮುನ್ನಡೆ ಸಾಧಿಸುವಿರಿ. ಹಿತಶತ್ರುಗಳ ಕಾಟ. ಸ್ವಂತ ವ್ಯವಹಾರದಲ್ಲಿ ಪೂರ್ಣಲಾಭವಿಲ್ಲ. ವಿಳಂಬ, ವಿಘ್ನ ಎದುರಾದರೂ ಕಾರ್ಯಗಳು ಮುಂದುವರಿಯುವುವು. ಸತಿ-ಪತಿಯರು ಪರಸ್ಪರ ಸೋತು ಗೆದ್ದರೆ ಮನೆಯಲ್ಲಿ ಸಂತಸದ ಬೆಳದಿಂಗಳು.: [624, 1040, 900, 1088]
svg-text:0: 0: [1324, 451, 1348, 493]
flag-mountain-painting: [1102, 581, 1468, 852]
sign-prediction: 'ಕೂಡಿ ಬಾಳಿದರೆ ಸ್ವರ್ಗ ಸುಖ' ಈ ತತ್ವ ನಿಮ್ಮ ಆದರ್ಶವಾಗಲಿದೆ. ವಾರದ ಆದಿಗೆ ಶುಭವಾರ್ತೆ ಬಂದು ಮನಸ್ಸನ್ನು ಪ್ರಫುಲ್ಲಗೊಳಿಸುವುದು. ಸಮಸ್ಯೆಗಳನ್ನು ಮಾತುಕತೆಯಿಂದ ಬಗೆಹರಿಸಿಕೊಳ್ಳುವ ಪ್ರಯತ್ನ ಸಾರ್ಥಕ. ಸ್ವಜನರೊಂದಿಗೆ ಕಿರು ಪ್ರವಾಸ. ವೃತ್ತಿಯಲ್ಲಿ ಉತ್ತಮ ಬದಲಾವಣೆ. ನಿಮ್ಮ ಆರೋಗ್ಯ ಉತ್ತಮ. ಜ್ಯೋತಿರ್ವಿಜ್ಞಾನದಲ್ಲಿ ಆಸಕ್ತಿ.: [624, 1642, 900, 1691]
comic-panel-drawing: [936, 1873, 1182, 2054]
puzzle-left-words: [188, 1869, 353, 2147]
answer-cell[interactable]: [690, 2032, 709, 2054]
answer-cell[interactable]: [209, 1891, 229, 1914]
puzzle-box: [176, 1787, 911, 2177]
puzzle-word-row: [543, 2080, 708, 2132]
answer-cell[interactable]: [565, 2103, 584, 2125]
zodiac-sign-icon: ♉: [187, 1027, 256, 1095]
answer-cell[interactable]: [271, 1962, 291, 1984]
